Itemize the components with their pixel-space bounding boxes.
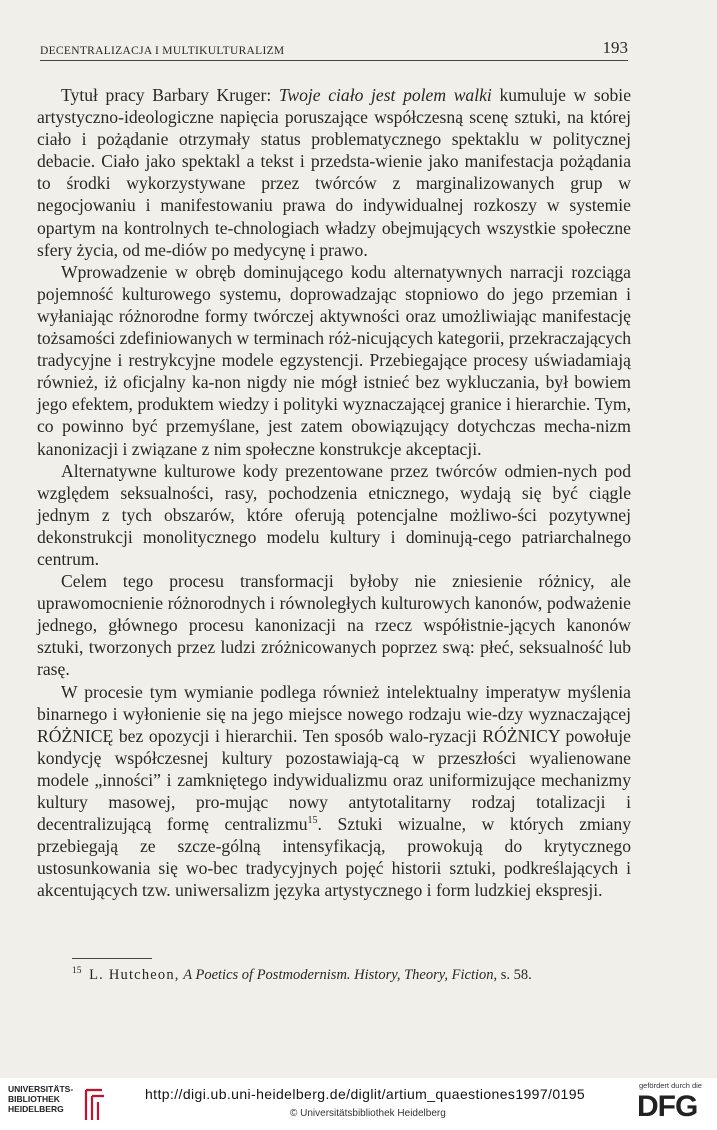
digitization-footer <box>0 1078 717 1130</box>
page-number: 193 <box>602 38 628 57</box>
footnote-number: 15 <box>72 966 82 976</box>
paragraph-4: Celem tego procesu transformacji byłoby nie zniesienie różnicy, ale uprawomocnienie różnorodnych i równoległych kulturowych kanonów, podważenie jednego, głównego procesu kanonizacji na rzecz współistnie-jących kanonów sztuki, tworzonych przez ludzi zróżnicowanych poprzez swą: płeć, seksualność lub rasę. <box>37 571 631 680</box>
paragraph-5-text-end: . Sztuki wizualne, w których zmiany przebiegają ze szcze-gólną intensyfikacją, prowokują do krytycznego ustosunkowania się wo-bec tradycyjnych pojęć historii sztuki, podkreślających i akcentujących tzw. uniwersalizm języka artystycznego i form ludzkiej ekspresji. <box>37 814 631 901</box>
artwork-title: Twoje ciało jest polem walki <box>278 85 492 105</box>
paragraph-1-intro: Tytuł pracy Barbary Kruger: <box>61 85 279 105</box>
dfg-logo-text: DFG <box>637 1090 698 1123</box>
running-head-title: DECENTRALIZACJA I MULTIKULTURALIZM <box>40 45 285 57</box>
paragraph-5 <box>37 681 631 902</box>
library-emblem-icon <box>82 1086 108 1122</box>
copyright-notice: © Universitätsbibliothek Heidelberg <box>290 1108 446 1119</box>
paragraph-1 <box>37 84 631 261</box>
library-name-line-1: UNIVERSITÄTS- <box>8 1084 74 1094</box>
library-name-line-3: HEIDELBERG <box>8 1104 64 1114</box>
paragraph-3: Alternatywne kulturowe kody prezentowane przez twórców odmien-nych pod względem seksualności, rasy, pochodzenia etnicznego, wydają się być ciągle jednym z tych obszarów, które oferują potencjalne możliwo-ści pozytywnej dekonstrukcji monolitycznego modelu kultury i dominują-cego patriarchalnego centrum. <box>37 460 631 569</box>
running-header <box>40 38 628 61</box>
footnote-divider <box>72 958 152 959</box>
funding-logo[interactable] <box>637 1081 711 1127</box>
page-body <box>37 84 631 901</box>
paragraph-5-text-start: W procesie tym wymianie podlega również intelektualny imperatyw myślenia binarnego i wyłonienie się na jego miejsce nowego rodzaju wie-dzy wyznaczającej RÓŻNICĘ bez opozycji i hierarchii. Ten sposób walo-ryzacji RÓŻNICY powołuje kondycję współczesnej kultury pozostawiają-cą w przeszłości wyalienowane modele „inności” i zamkniętego indywidualizmu oraz uniformizujące mechanizmy kultury masowej, pro-mując nowy antytotalitarny rodzaj totalizacji i decentralizującą formę centralizmu <box>37 681 631 835</box>
paragraph-2: Wprowadzenie w obręb dominującego kodu alternatywnych narracji rozciąga pojemność kulturowego systemu, doprowadzając stopniowo do jego przemian i wyłaniając różnorodne formy twórczej aktywności oraz umożliwiając manifestację tożsamości zdefiniowanych w terminach róż-nicujących kategorii, przekraczających tradycyjne i restrykcyjne modele egzystencji. Przebiegające procesy uświadamiają również, iż oficjalny ka-non nigdy nie mógł istnieć bez wykluczania, był bowiem jego efektem, produktem wiedzy i polityki wyznaczającej granice i hierarchie. Tym, co powinno być przemyślane, jest zatem obowiązujący dotychczas mecha-nizm kanonizacji i związane z nim społeczne konstrukcje akceptacji. <box>37 261 631 459</box>
footnote-book-title: A Poetics of Postmodernism. History, Theory, Fiction <box>183 966 494 983</box>
funding-label: gefördert durch die <box>639 1081 702 1090</box>
source-url-link[interactable]: http://digi.ub.uni-heidelberg.de/diglit/artium_quaestiones1997/0195 <box>145 1086 586 1102</box>
footnote-reference[interactable]: 15 <box>307 815 318 827</box>
library-logo[interactable] <box>8 1084 128 1124</box>
footnote-author: L. Hutcheon, <box>89 966 180 983</box>
footnote <box>72 962 612 984</box>
footnote-page-ref: , s. 58. <box>493 966 532 983</box>
library-name <box>8 1084 73 1114</box>
library-name-line-2: BIBLIOTHEK <box>8 1094 60 1104</box>
paragraph-1-text: kumuluje w sobie artystyczno-ideologiczne napięcia poruszające współczesną scenę sztuki, na której ciało i pożądanie otrzymały status problematycznego spektaklu w politycznej debacie. Ciało jako spektakl a tekst i przedsta-wienie jako manifestacja pożądania to środki wykorzystywane przez twórców z marginalizowanych grup w negocjowaniu i manifestowaniu prawa do indywidualnej rozkoszy w systemie opartym na kontrolnych te-chnologiach władzy obejmujących wszystkie społeczne sfery życia, od me-diów po medycynę i prawo. <box>37 85 631 260</box>
